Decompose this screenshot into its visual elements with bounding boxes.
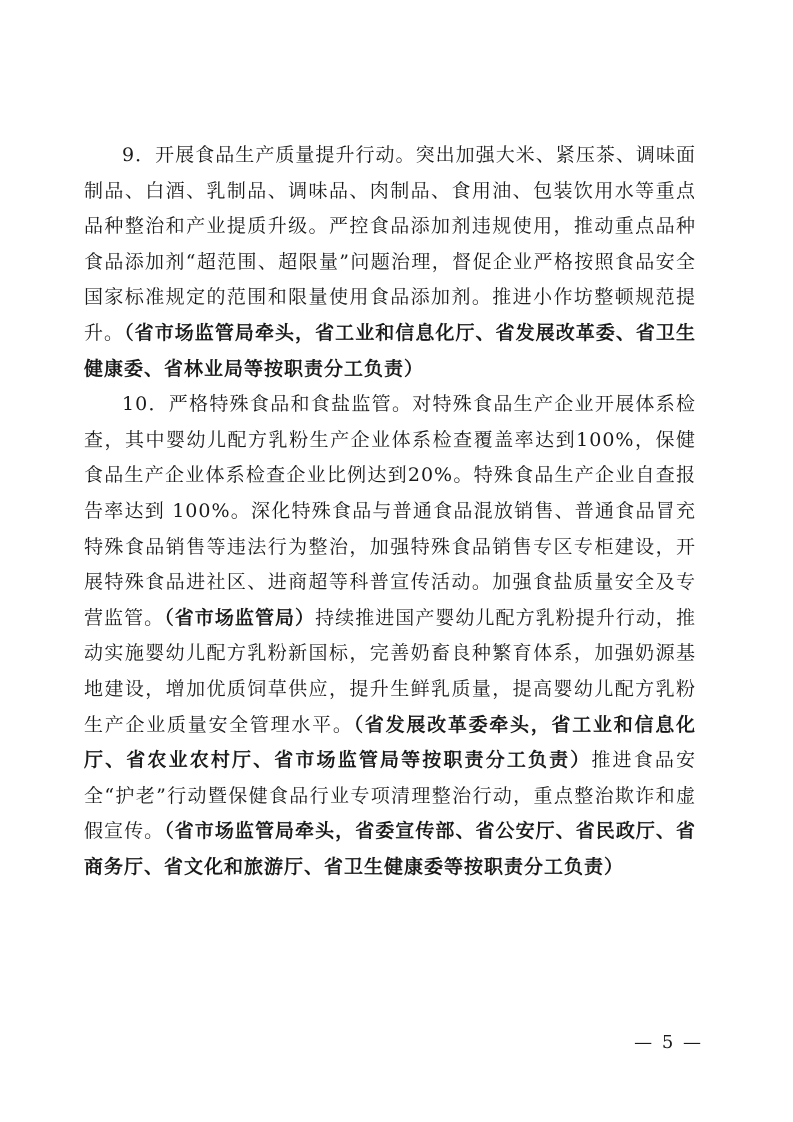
paragraph-9-responsible: （省市场监管局牵头，省工业和信息化厅、省发展改革委、省卫生健康委、省林业局等按职责分工负责） <box>84 321 696 380</box>
paragraph-10-responsible-1: （省市场监管局） <box>164 606 316 629</box>
page-number: — 5 — <box>634 1032 703 1053</box>
paragraph-10 <box>84 387 696 885</box>
paragraph-9 <box>84 138 696 387</box>
document-body <box>84 138 696 885</box>
paragraph-9-text: 9．开展食品生产质量提升行动。突出加强大米、紧压茶、调味面制品、白酒、乳制品、调味品、肉制品、食用油、包装饮用水等重点品种整治和产业提质升级。严控食品添加剂违规使用，推动重点品种食品添加剂“超范围、超限量”问题治理，督促企业严格按照食品安全国家标准规定的范围和限量使用食品添加剂。推进小作坊整顿规范提升。 <box>84 144 696 344</box>
paragraph-10-text-1: 10．严格特殊食品和食盐监管。对特殊食品生产企业开展体系检查，其中婴幼儿配方乳粉生产企业体系检查覆盖率达到100%，保健食品生产企业体系检查企业比例达到20%。特殊食品生产企业自查报告率达到 100%。深化特殊食品与普通食品混放销售、普通食品冒充特殊食品销售等违法行为整治，加强特殊食品销售专区专柜建设，开展特殊食品进社区、进商超等科普宣传活动。加强食盐质量安全及专营监管。 <box>84 393 696 629</box>
paragraph-10-text-3: 推进食品安全“护老”行动暨保健食品行业专项清理整治行动，重点整治欺诈和虚假宣传。 <box>84 749 696 843</box>
paragraph-10-responsible-2: （省发展改革委牵头，省工业和信息化厅、省农业农村厅、省市场监管局等按职责分工负责） <box>84 713 696 772</box>
paragraph-10-responsible-3: （省市场监管局牵头，省委宣传部、省公安厅、省民政厅、省商务厅、省文化和旅游厅、省卫生健康委等按职责分工负责） <box>84 820 696 878</box>
paragraph-10-text-2: 持续推进国产婴幼儿配方乳粉提升行动，推动实施婴幼儿配方乳粉新国标，完善奶畜良种繁育体系，加强奶源基地建设，增加优质饲草供应，提升生鲜乳质量，提高婴幼儿配方乳粉生产企业质量安全管理水平。 <box>84 606 696 736</box>
